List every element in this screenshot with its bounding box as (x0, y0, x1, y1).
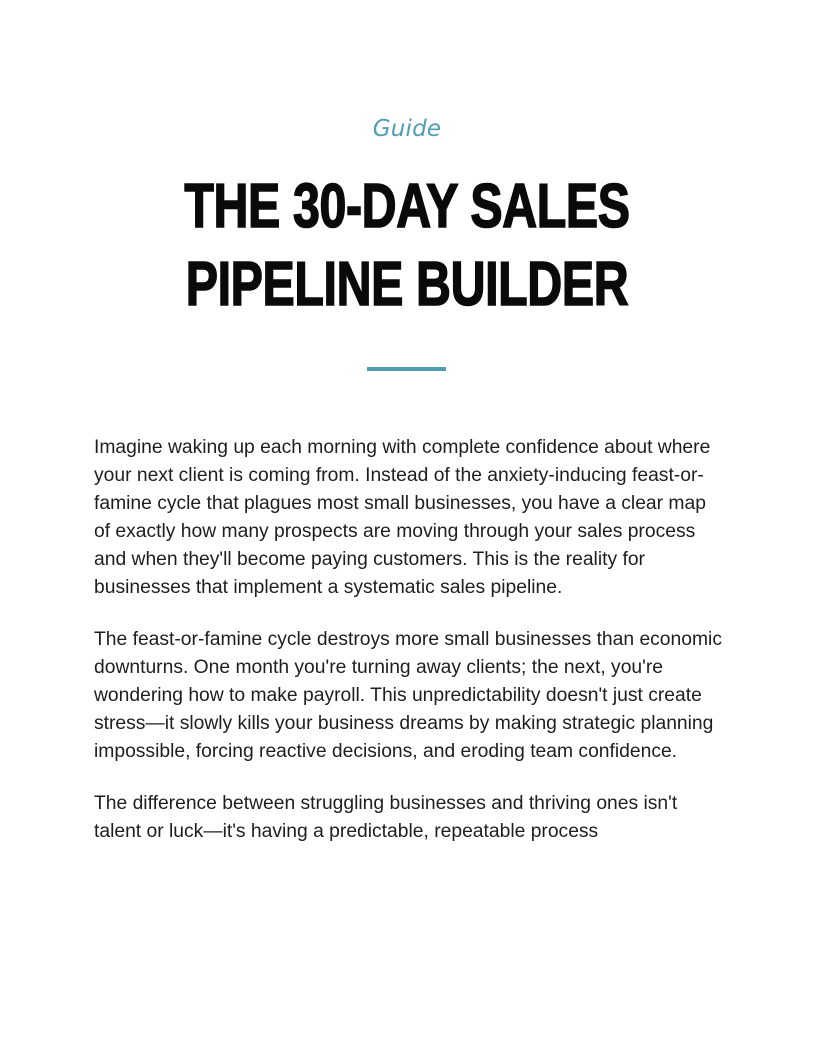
paragraph-3: The difference between struggling businesses and thriving ones isn't talent or luck—it's having a predictable, repeatable process (94, 793, 678, 842)
page-title (90, 168, 725, 324)
title-line-2: PIPELINE BUILDER (185, 250, 629, 319)
eyebrow-label: Guide (372, 116, 442, 142)
title-line-1: THE 30-DAY SALES (184, 172, 630, 241)
paragraph-1: Imagine waking up each morning with complete confidence about where your next client is coming from. Instead of the anxiety-inducing feast-or-famine cycle that plagues most small businesses, you have a clear map of exactly how many prospects are moving through your sales process and when they'll become paying customers. This is the reality for businesses that implement a systematic sales pipeline. (94, 437, 711, 598)
accent-divider (367, 367, 446, 371)
paragraph-2: The feast-or-famine cycle destroys more small businesses than economic downturns. One month you're turning away clients; the next, you're wondering how to make payroll. This unpredictability doesn't just create stress—it slowly kills your business dreams by making strategic planning impossible, forcing reactive decisions, and eroding team confidence. (94, 629, 722, 762)
body-text (94, 434, 722, 870)
